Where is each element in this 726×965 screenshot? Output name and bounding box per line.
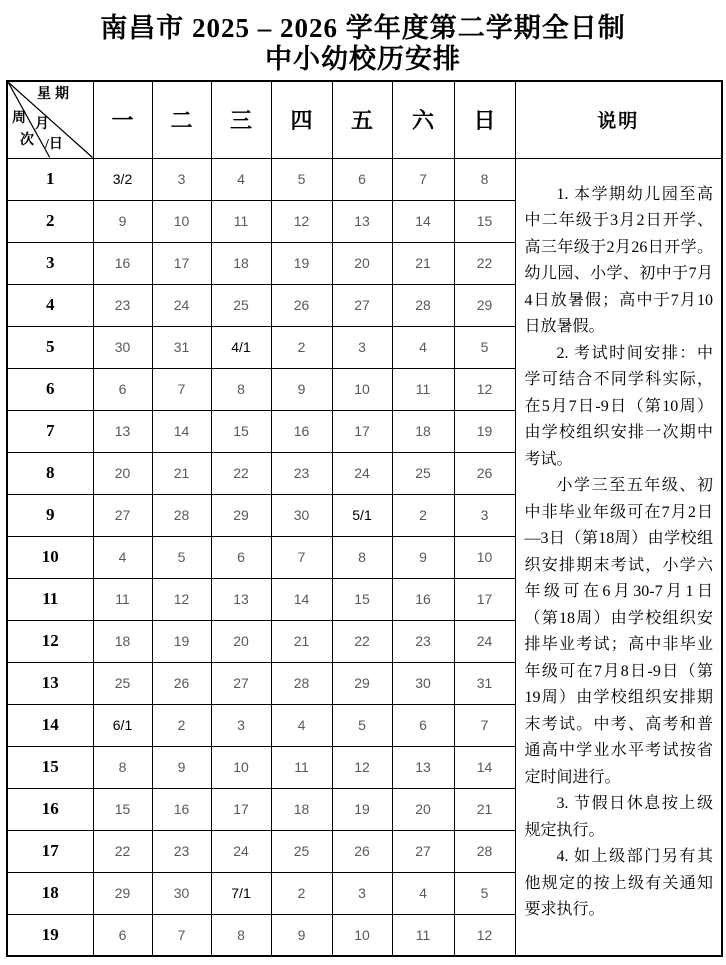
date-cell: 20	[211, 620, 271, 662]
date-cell: 22	[93, 830, 152, 872]
week-number-cell: 4	[7, 284, 93, 326]
corner-weekday-label: 星期	[37, 87, 73, 102]
date-cell: 4	[211, 158, 271, 200]
date-cell: 20	[332, 242, 392, 284]
week-number-cell: 2	[7, 200, 93, 242]
date-cell: 18	[271, 788, 332, 830]
week-number-cell: 12	[7, 620, 93, 662]
week-number-cell: 6	[7, 368, 93, 410]
date-cell: 24	[332, 452, 392, 494]
weekday-header-fri: 五	[332, 81, 392, 158]
calendar-table	[6, 80, 723, 957]
date-cell: 17	[454, 578, 515, 620]
date-cell: 15	[93, 788, 152, 830]
date-cell: 27	[211, 662, 271, 704]
date-cell: 3	[211, 704, 271, 746]
date-cell: 3	[152, 158, 211, 200]
date-cell: 7	[454, 704, 515, 746]
date-cell: 15	[211, 410, 271, 452]
date-cell: 23	[271, 452, 332, 494]
week-number-cell: 10	[7, 536, 93, 578]
date-cell: 16	[392, 578, 454, 620]
date-cell: 22	[211, 452, 271, 494]
date-cell: 8	[211, 368, 271, 410]
date-cell: 13	[211, 578, 271, 620]
date-cell: 29	[211, 494, 271, 536]
date-cell: 5	[454, 326, 515, 368]
date-cell: 14	[271, 578, 332, 620]
date-cell: 23	[93, 284, 152, 326]
date-cell: 7	[392, 158, 454, 200]
date-cell: 9	[93, 200, 152, 242]
date-cell: 29	[93, 872, 152, 914]
date-cell: 26	[454, 452, 515, 494]
note-paragraph-4: 3. 节假日休息按上级规定执行。	[524, 795, 713, 839]
date-cell: 23	[392, 620, 454, 662]
date-cell: 9	[271, 914, 332, 956]
date-cell: 2	[271, 326, 332, 368]
date-cell: 23	[152, 830, 211, 872]
date-cell: 15	[332, 578, 392, 620]
date-cell: 2	[152, 704, 211, 746]
date-cell: 8	[93, 746, 152, 788]
page-title	[0, 0, 726, 75]
date-cell: 4	[271, 704, 332, 746]
date-cell: 14	[454, 746, 515, 788]
notes-header: 说明	[515, 81, 722, 158]
date-cell: 26	[152, 662, 211, 704]
date-cell-month-start: 7/1	[211, 872, 271, 914]
date-cell: 30	[271, 494, 332, 536]
date-cell: 14	[392, 200, 454, 242]
week-number-cell: 13	[7, 662, 93, 704]
note-paragraph-5: 4. 如上级部门另有其他规定的按上级有关通知要求执行。	[524, 848, 713, 918]
date-cell: 28	[454, 830, 515, 872]
date-cell: 5	[271, 158, 332, 200]
date-cell: 10	[152, 200, 211, 242]
date-cell: 27	[392, 830, 454, 872]
weekday-header-mon: 一	[93, 81, 152, 158]
date-cell: 6	[332, 158, 392, 200]
date-cell: 18	[211, 242, 271, 284]
date-cell: 12	[454, 368, 515, 410]
date-cell: 29	[454, 284, 515, 326]
date-cell-month-start: 3/2	[93, 158, 152, 200]
date-cell: 6	[93, 914, 152, 956]
date-cell: 11	[93, 578, 152, 620]
date-cell: 9	[392, 536, 454, 578]
weekday-header-sat: 六	[392, 81, 454, 158]
date-cell: 6	[392, 704, 454, 746]
date-cell: 9	[271, 368, 332, 410]
corner-header-cell	[7, 81, 93, 158]
date-cell: 4	[93, 536, 152, 578]
date-cell: 27	[332, 284, 392, 326]
date-cell: 17	[332, 410, 392, 452]
date-cell: 10	[332, 914, 392, 956]
date-cell: 28	[392, 284, 454, 326]
date-cell: 30	[152, 872, 211, 914]
week-number-cell: 16	[7, 788, 93, 830]
date-cell: 11	[211, 200, 271, 242]
date-cell: 11	[271, 746, 332, 788]
date-cell: 29	[332, 662, 392, 704]
date-cell: 12	[271, 200, 332, 242]
date-cell: 11	[392, 368, 454, 410]
date-cell: 4	[392, 872, 454, 914]
date-cell-month-start: 4/1	[211, 326, 271, 368]
date-cell: 22	[454, 242, 515, 284]
date-cell: 26	[332, 830, 392, 872]
date-cell: 17	[152, 242, 211, 284]
weekday-header-wed: 三	[211, 81, 271, 158]
week-number-cell: 5	[7, 326, 93, 368]
date-cell: 20	[392, 788, 454, 830]
date-cell: 18	[392, 410, 454, 452]
title-line-1: 南昌市 2025 – 2026 学年度第二学期全日制	[100, 13, 626, 43]
date-cell: 11	[392, 914, 454, 956]
date-cell: 22	[332, 620, 392, 662]
week-number-cell: 19	[7, 914, 93, 956]
date-cell: 8	[211, 914, 271, 956]
week-number-cell: 8	[7, 452, 93, 494]
date-cell: 13	[392, 746, 454, 788]
week-number-cell: 9	[7, 494, 93, 536]
date-cell: 2	[392, 494, 454, 536]
date-cell: 25	[271, 830, 332, 872]
date-cell: 21	[392, 242, 454, 284]
date-cell-month-start: 5/1	[332, 494, 392, 536]
title-line-2: 中小幼校历安排	[265, 44, 461, 74]
weekday-header-sun: 日	[454, 81, 515, 158]
date-cell: 30	[93, 326, 152, 368]
date-cell: 6	[211, 536, 271, 578]
date-cell: 7	[271, 536, 332, 578]
note-paragraph-1: 1. 本学期幼儿园至高中二年级于3月2日开学、高三年级于2月26日开学。幼儿园、小学、初中于7月4日放暑假；高中于7月10日放暑假。	[524, 185, 713, 335]
date-cell: 15	[454, 200, 515, 242]
week-number-cell: 14	[7, 704, 93, 746]
date-cell: 16	[93, 242, 152, 284]
date-cell: 12	[454, 914, 515, 956]
date-cell: 24	[152, 284, 211, 326]
date-cell: 31	[152, 326, 211, 368]
date-cell: 19	[152, 620, 211, 662]
header-row	[7, 81, 722, 158]
calendar-row-week-1	[7, 158, 722, 200]
date-cell: 3	[332, 326, 392, 368]
date-cell: 19	[454, 410, 515, 452]
date-cell: 9	[152, 746, 211, 788]
week-number-cell: 17	[7, 830, 93, 872]
date-cell: 2	[271, 872, 332, 914]
date-cell: 24	[454, 620, 515, 662]
date-cell: 4	[392, 326, 454, 368]
week-number-cell: 1	[7, 158, 93, 200]
weekday-header-thu: 四	[271, 81, 332, 158]
date-cell: 19	[332, 788, 392, 830]
date-cell: 24	[211, 830, 271, 872]
week-number-cell: 3	[7, 242, 93, 284]
date-cell: 10	[454, 536, 515, 578]
date-cell: 10	[211, 746, 271, 788]
corner-week-label-char2: 次	[20, 133, 34, 148]
date-cell-month-start: 6/1	[93, 704, 152, 746]
date-cell: 31	[454, 662, 515, 704]
week-number-cell: 15	[7, 746, 93, 788]
note-paragraph-2: 2. 考试时间安排：中学可结合不同学科实际，在5月7日-9日（第10周）由学校组织安排一次期中考试。	[524, 344, 713, 468]
date-cell: 21	[152, 452, 211, 494]
date-cell: 8	[332, 536, 392, 578]
date-cell: 5	[454, 872, 515, 914]
date-cell: 25	[93, 662, 152, 704]
week-number-cell: 11	[7, 578, 93, 620]
date-cell: 8	[454, 158, 515, 200]
date-cell: 28	[152, 494, 211, 536]
date-cell: 25	[392, 452, 454, 494]
date-cell: 13	[93, 410, 152, 452]
weekday-header-tue: 二	[152, 81, 211, 158]
notes-cell	[515, 158, 722, 956]
week-number-cell: 18	[7, 872, 93, 914]
date-cell: 12	[152, 578, 211, 620]
date-cell: 28	[271, 662, 332, 704]
note-paragraph-3: 小学三至五年级、初中非毕业年级可在7月2日—3日（第18周）由学校组织安排期末考试，小学六年级可在6月30-7月1日（第18周）由学校组织安排毕业考试；高中非毕业年级可在7月8日-9日（第19周）由学校组织安排期末考试。中考、高考和普通高中学业水平考试按省定时间进行。	[524, 477, 713, 786]
calendar-body	[7, 158, 722, 956]
corner-day-label: /日	[45, 137, 63, 152]
date-cell: 5	[152, 536, 211, 578]
date-cell: 12	[332, 746, 392, 788]
date-cell: 7	[152, 368, 211, 410]
date-cell: 14	[152, 410, 211, 452]
date-cell: 3	[332, 872, 392, 914]
date-cell: 10	[332, 368, 392, 410]
date-cell: 7	[152, 914, 211, 956]
date-cell: 16	[271, 410, 332, 452]
date-cell: 18	[93, 620, 152, 662]
date-cell: 26	[271, 284, 332, 326]
date-cell: 16	[152, 788, 211, 830]
date-cell: 3	[454, 494, 515, 536]
date-cell: 25	[211, 284, 271, 326]
date-cell: 21	[454, 788, 515, 830]
date-cell: 20	[93, 452, 152, 494]
corner-week-label-char1: 周	[12, 111, 26, 126]
date-cell: 27	[93, 494, 152, 536]
date-cell: 19	[271, 242, 332, 284]
date-cell: 17	[211, 788, 271, 830]
corner-month-label: 月	[35, 117, 49, 132]
date-cell: 6	[93, 368, 152, 410]
date-cell: 30	[392, 662, 454, 704]
date-cell: 21	[271, 620, 332, 662]
week-number-cell: 7	[7, 410, 93, 452]
date-cell: 5	[332, 704, 392, 746]
date-cell: 13	[332, 200, 392, 242]
